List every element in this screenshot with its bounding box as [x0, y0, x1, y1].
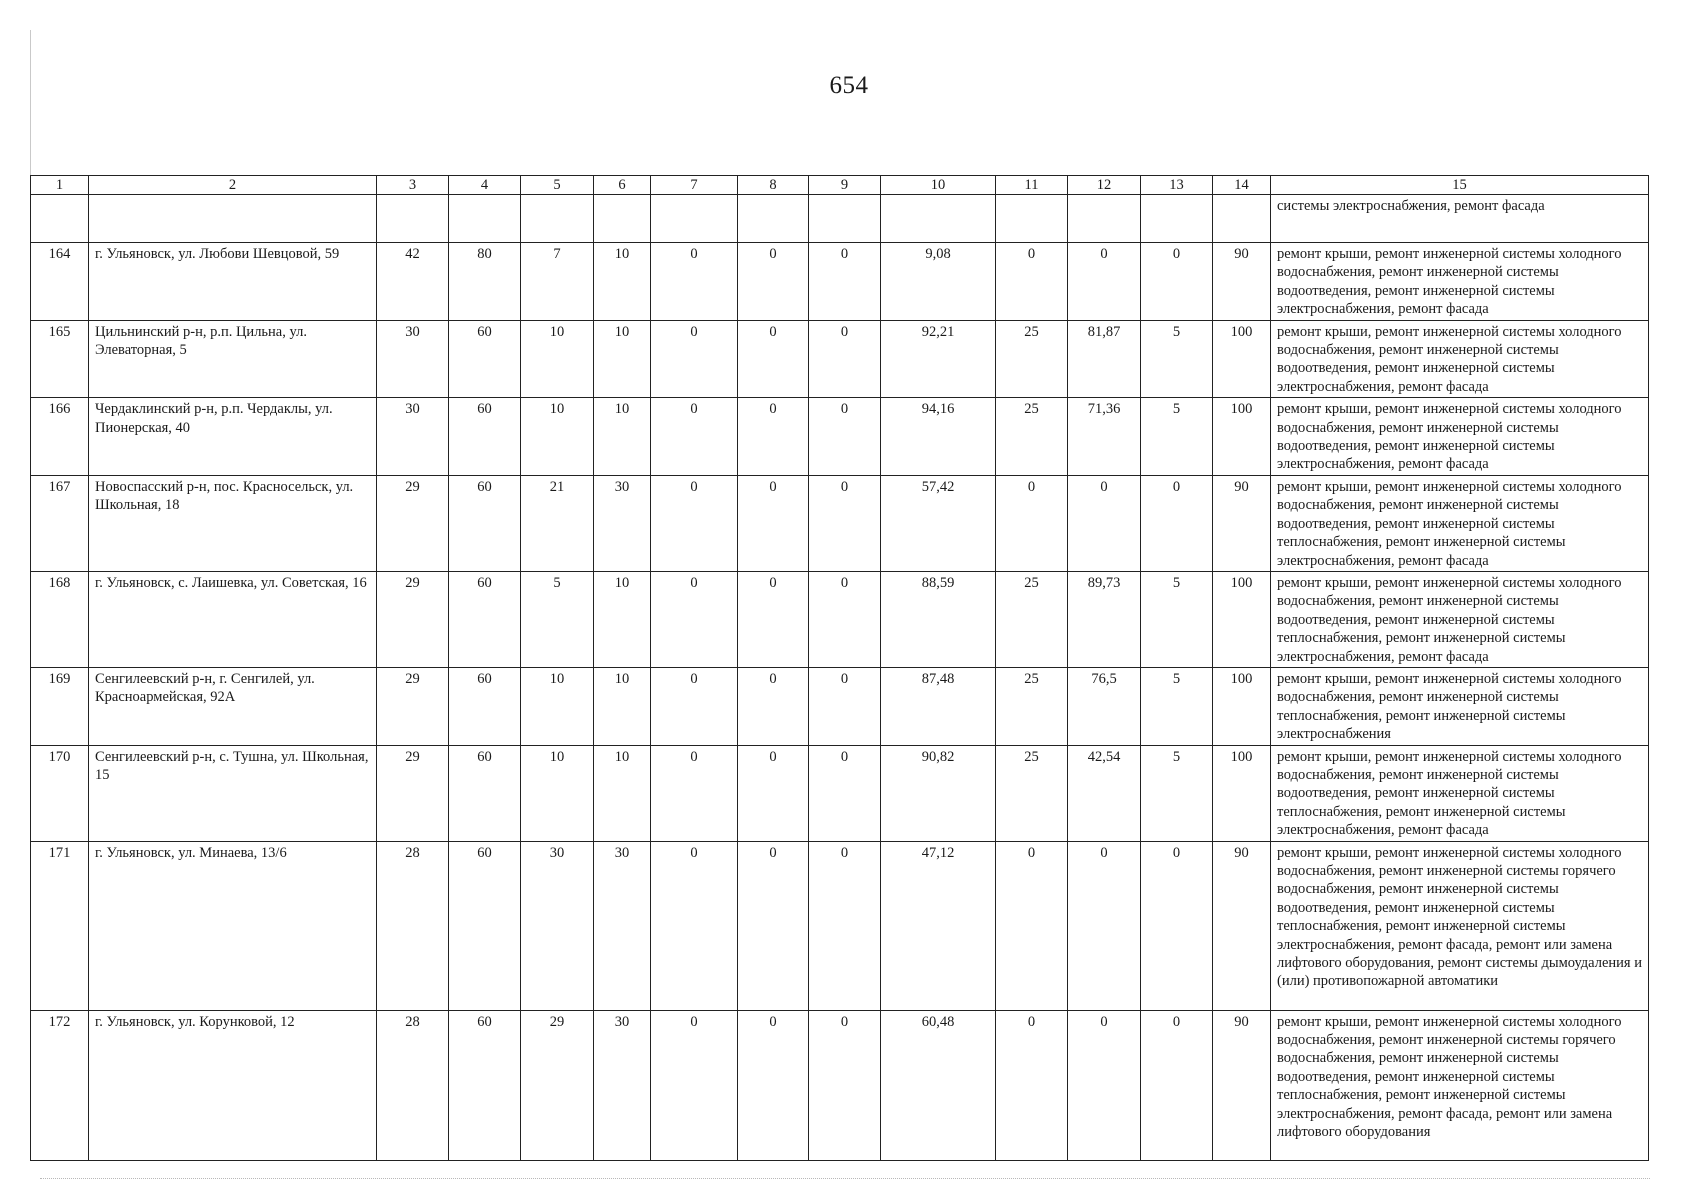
cell-col-6: 10	[594, 667, 651, 745]
table-row	[31, 398, 1649, 476]
cell-col-4: 60	[449, 398, 521, 476]
cell-col-10: 9,08	[881, 243, 996, 321]
cell-col-2: Сенгилеевский р-н, г. Сенгилей, ул. Красноармейская, 92А	[89, 667, 377, 745]
works-table	[30, 175, 1649, 1161]
page-number: 654	[829, 72, 869, 99]
cell-col-5: 10	[521, 667, 594, 745]
cell-col-4: 60	[449, 475, 521, 571]
cell-col-1: 166	[31, 398, 89, 476]
cell-col-13: 5	[1141, 667, 1213, 745]
cell-col-4: 80	[449, 243, 521, 321]
cell-col-13: 5	[1141, 320, 1213, 398]
cell-col-7: 0	[651, 667, 738, 745]
cell-col-7: 0	[651, 475, 738, 571]
cell-col-4: 60	[449, 1010, 521, 1160]
cell-col-10: 47,12	[881, 841, 996, 1010]
cell-col-3: 29	[377, 475, 449, 571]
cell-col-11: 0	[996, 841, 1068, 1010]
cell-col-1	[31, 195, 89, 243]
cell-col-6: 30	[594, 1010, 651, 1160]
cell-col-2: Чердаклинский р-н, р.п. Чердаклы, ул. Пионерская, 40	[89, 398, 377, 476]
cell-col-13: 5	[1141, 398, 1213, 476]
cell-col-13: 0	[1141, 243, 1213, 321]
cell-col-11: 25	[996, 745, 1068, 841]
cell-col-1: 167	[31, 475, 89, 571]
cell-col-15: ремонт крыши, ремонт инженерной системы холодного водоснабжения, ремонт инженерной системы горячего водоснабжения, ремонт инженерной системы водоотведения, ремонт инженерной системы теплоснабжения, ремонт инженерной системы электроснабжения, ремонт фасада, ремонт или замена лифтового оборудования, ремонт системы дымоудаления и (или) противопожарной автоматики	[1271, 841, 1649, 1010]
cell-col-14	[1213, 195, 1271, 243]
column-header: 6	[594, 176, 651, 195]
cell-col-14: 90	[1213, 243, 1271, 321]
cell-col-8: 0	[738, 398, 809, 476]
cell-col-1: 169	[31, 667, 89, 745]
cell-col-7: 0	[651, 745, 738, 841]
cell-col-3: 28	[377, 1010, 449, 1160]
cell-col-15: ремонт крыши, ремонт инженерной системы холодного водоснабжения, ремонт инженерной системы водоотведения, ремонт инженерной системы теплоснабжения, ремонт инженерной системы электроснабжения, ремонт фасада	[1271, 745, 1649, 841]
cell-col-2: Сенгилеевский р-н, с. Тушна, ул. Школьная, 15	[89, 745, 377, 841]
cell-col-11: 25	[996, 571, 1068, 667]
scan-artifact-line	[40, 1178, 1650, 1180]
cell-col-4: 60	[449, 320, 521, 398]
cell-col-12: 71,36	[1068, 398, 1141, 476]
column-header: 3	[377, 176, 449, 195]
cell-col-14: 100	[1213, 745, 1271, 841]
cell-col-15: ремонт крыши, ремонт инженерной системы холодного водоснабжения, ремонт инженерной системы водоотведения, ремонт инженерной системы электроснабжения, ремонт фасада	[1271, 243, 1649, 321]
cell-col-10: 87,48	[881, 667, 996, 745]
cell-col-15: системы электроснабжения, ремонт фасада	[1271, 195, 1649, 243]
cell-col-1: 165	[31, 320, 89, 398]
cell-col-9: 0	[809, 1010, 881, 1160]
cell-col-11: 25	[996, 398, 1068, 476]
cell-col-9: 0	[809, 398, 881, 476]
cell-col-3	[377, 195, 449, 243]
table-row	[31, 1010, 1649, 1160]
cell-col-8: 0	[738, 320, 809, 398]
table-body	[31, 176, 1649, 1161]
cell-col-12: 81,87	[1068, 320, 1141, 398]
cell-col-5: 10	[521, 320, 594, 398]
cell-col-8	[738, 195, 809, 243]
cell-col-7: 0	[651, 320, 738, 398]
table-row	[31, 745, 1649, 841]
cell-col-8: 0	[738, 243, 809, 321]
cell-col-3: 28	[377, 841, 449, 1010]
cell-col-9: 0	[809, 475, 881, 571]
cell-col-5: 30	[521, 841, 594, 1010]
cell-col-7: 0	[651, 398, 738, 476]
cell-col-3: 30	[377, 398, 449, 476]
column-header: 8	[738, 176, 809, 195]
cell-col-8: 0	[738, 475, 809, 571]
cell-col-4: 60	[449, 841, 521, 1010]
cell-col-6: 10	[594, 243, 651, 321]
cell-col-11: 0	[996, 1010, 1068, 1160]
table-row	[31, 841, 1649, 1010]
column-header: 11	[996, 176, 1068, 195]
cell-col-5: 7	[521, 243, 594, 321]
column-header: 14	[1213, 176, 1271, 195]
column-header: 15	[1271, 176, 1649, 195]
cell-col-1: 172	[31, 1010, 89, 1160]
cell-col-15: ремонт крыши, ремонт инженерной системы холодного водоснабжения, ремонт инженерной системы горячего водоснабжения, ремонт инженерной системы водоотведения, ремонт инженерной системы теплоснабжения, ремонт инженерной системы электроснабжения, ремонт фасада, ремонт или замена лифтового оборудования	[1271, 1010, 1649, 1160]
cell-col-14: 90	[1213, 841, 1271, 1010]
cell-col-2: г. Ульяновск, с. Лаишевка, ул. Советская, 16	[89, 571, 377, 667]
table-row	[31, 243, 1649, 321]
cell-col-10: 94,16	[881, 398, 996, 476]
cell-col-14: 100	[1213, 320, 1271, 398]
cell-col-9: 0	[809, 745, 881, 841]
cell-col-6	[594, 195, 651, 243]
cell-col-5: 10	[521, 745, 594, 841]
cell-col-12: 89,73	[1068, 571, 1141, 667]
cell-col-2: Новоспасский р-н, пос. Красносельск, ул. Школьная, 18	[89, 475, 377, 571]
cell-col-8: 0	[738, 571, 809, 667]
cell-col-15: ремонт крыши, ремонт инженерной системы холодного водоснабжения, ремонт инженерной системы водоотведения, ремонт инженерной системы электроснабжения, ремонт фасада	[1271, 320, 1649, 398]
cell-col-6: 10	[594, 745, 651, 841]
cell-col-11: 25	[996, 320, 1068, 398]
table-row	[31, 667, 1649, 745]
cell-col-6: 10	[594, 320, 651, 398]
cell-col-10: 90,82	[881, 745, 996, 841]
cell-col-8: 0	[738, 841, 809, 1010]
cell-col-10	[881, 195, 996, 243]
cell-col-11: 0	[996, 243, 1068, 321]
cell-col-10: 60,48	[881, 1010, 996, 1160]
cell-col-9: 0	[809, 571, 881, 667]
cell-col-3: 30	[377, 320, 449, 398]
cell-col-7: 0	[651, 571, 738, 667]
cell-col-15: ремонт крыши, ремонт инженерной системы холодного водоснабжения, ремонт инженерной системы водоотведения, ремонт инженерной системы теплоснабжения, ремонт инженерной системы электроснабжения, ремонт фасада	[1271, 571, 1649, 667]
cell-col-12: 0	[1068, 1010, 1141, 1160]
cell-col-5: 10	[521, 398, 594, 476]
cell-col-7: 0	[651, 841, 738, 1010]
cell-col-15: ремонт крыши, ремонт инженерной системы холодного водоснабжения, ремонт инженерной системы водоотведения, ремонт инженерной системы теплоснабжения, ремонт инженерной системы электроснабжения, ремонт фасада	[1271, 475, 1649, 571]
cell-col-11	[996, 195, 1068, 243]
column-header: 2	[89, 176, 377, 195]
cell-col-7	[651, 195, 738, 243]
cell-col-2: г. Ульяновск, ул. Минаева, 13/6	[89, 841, 377, 1010]
cell-col-1: 164	[31, 243, 89, 321]
cell-col-11: 0	[996, 475, 1068, 571]
cell-col-15: ремонт крыши, ремонт инженерной системы холодного водоснабжения, ремонт инженерной системы теплоснабжения, ремонт инженерной системы электроснабжения	[1271, 667, 1649, 745]
cell-col-13: 0	[1141, 1010, 1213, 1160]
cell-col-4: 60	[449, 571, 521, 667]
continuation-row	[31, 195, 1649, 243]
cell-col-7: 0	[651, 1010, 738, 1160]
column-header: 10	[881, 176, 996, 195]
cell-col-10: 57,42	[881, 475, 996, 571]
cell-col-12	[1068, 195, 1141, 243]
cell-col-13: 5	[1141, 571, 1213, 667]
table-row	[31, 320, 1649, 398]
cell-col-3: 29	[377, 667, 449, 745]
cell-col-13: 0	[1141, 841, 1213, 1010]
cell-col-5: 5	[521, 571, 594, 667]
table-row	[31, 475, 1649, 571]
cell-col-12: 0	[1068, 841, 1141, 1010]
cell-col-9: 0	[809, 667, 881, 745]
cell-col-6: 10	[594, 571, 651, 667]
cell-col-5: 21	[521, 475, 594, 571]
cell-col-2: г. Ульяновск, ул. Корунковой, 12	[89, 1010, 377, 1160]
cell-col-13: 5	[1141, 745, 1213, 841]
cell-col-4	[449, 195, 521, 243]
column-header: 13	[1141, 176, 1213, 195]
cell-col-12: 76,5	[1068, 667, 1141, 745]
cell-col-12: 0	[1068, 475, 1141, 571]
cell-col-12: 42,54	[1068, 745, 1141, 841]
cell-col-13: 0	[1141, 475, 1213, 571]
cell-col-9: 0	[809, 243, 881, 321]
cell-col-7: 0	[651, 243, 738, 321]
cell-col-4: 60	[449, 667, 521, 745]
cell-col-14: 100	[1213, 571, 1271, 667]
column-number-row	[31, 176, 1649, 195]
cell-col-4: 60	[449, 745, 521, 841]
cell-col-12: 0	[1068, 243, 1141, 321]
cell-col-14: 90	[1213, 475, 1271, 571]
cell-col-3: 29	[377, 745, 449, 841]
cell-col-5	[521, 195, 594, 243]
cell-col-10: 92,21	[881, 320, 996, 398]
column-header: 5	[521, 176, 594, 195]
cell-col-8: 0	[738, 745, 809, 841]
cell-col-6: 10	[594, 398, 651, 476]
cell-col-8: 0	[738, 667, 809, 745]
column-header: 12	[1068, 176, 1141, 195]
cell-col-11: 25	[996, 667, 1068, 745]
cell-col-2: г. Ульяновск, ул. Любови Шевцовой, 59	[89, 243, 377, 321]
cell-col-2	[89, 195, 377, 243]
cell-col-13	[1141, 195, 1213, 243]
cell-col-1: 171	[31, 841, 89, 1010]
cell-col-9: 0	[809, 841, 881, 1010]
cell-col-3: 29	[377, 571, 449, 667]
cell-col-1: 170	[31, 745, 89, 841]
cell-col-6: 30	[594, 475, 651, 571]
cell-col-6: 30	[594, 841, 651, 1010]
cell-col-9	[809, 195, 881, 243]
column-header: 4	[449, 176, 521, 195]
cell-col-1: 168	[31, 571, 89, 667]
cell-col-14: 100	[1213, 667, 1271, 745]
column-header: 9	[809, 176, 881, 195]
cell-col-5: 29	[521, 1010, 594, 1160]
table-row	[31, 571, 1649, 667]
cell-col-10: 88,59	[881, 571, 996, 667]
column-header: 1	[31, 176, 89, 195]
cell-col-14: 100	[1213, 398, 1271, 476]
column-header: 7	[651, 176, 738, 195]
cell-col-15: ремонт крыши, ремонт инженерной системы холодного водоснабжения, ремонт инженерной системы водоотведения, ремонт инженерной системы электроснабжения, ремонт фасада	[1271, 398, 1649, 476]
cell-col-9: 0	[809, 320, 881, 398]
cell-col-14: 90	[1213, 1010, 1271, 1160]
cell-col-8: 0	[738, 1010, 809, 1160]
cell-col-2: Цильнинский р-н, р.п. Цильна, ул. Элеваторная, 5	[89, 320, 377, 398]
cell-col-3: 42	[377, 243, 449, 321]
